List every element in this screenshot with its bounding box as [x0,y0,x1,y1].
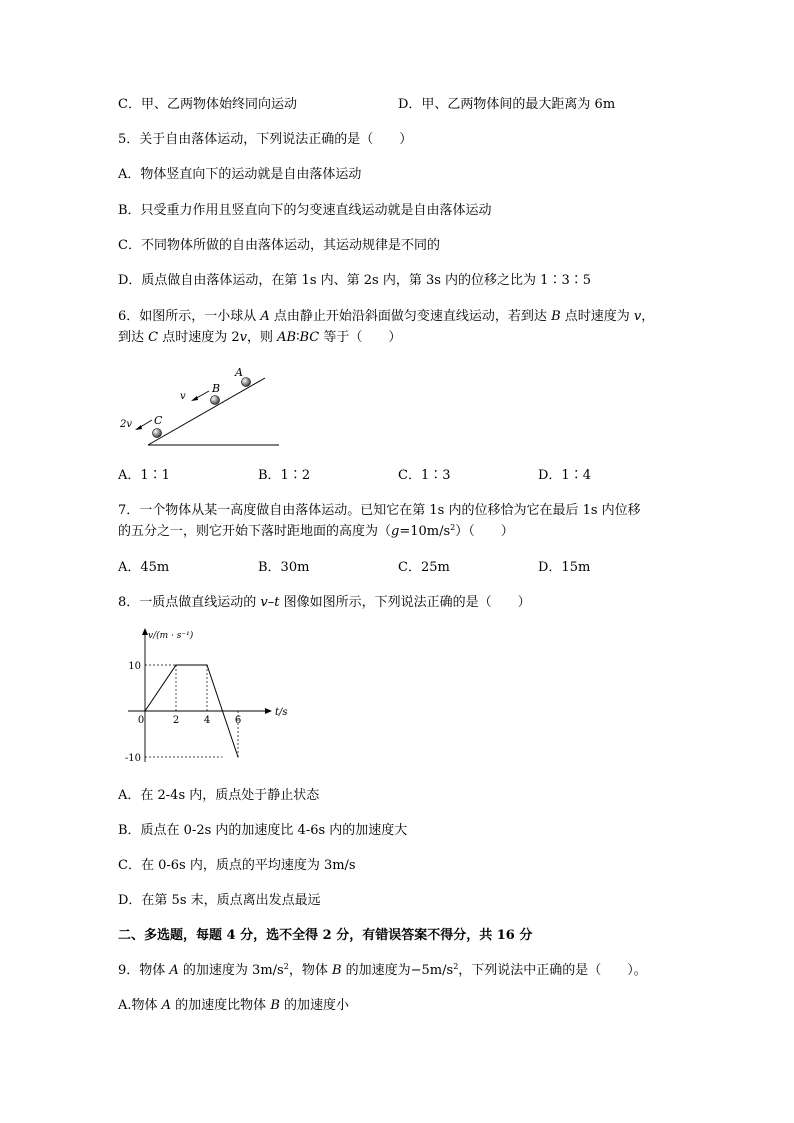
label-v: v [180,391,186,402]
q7-stem-line2: 的五分之一，则它开始下落时距地面的高度为$(g=10m/s^2)$（ ） [118,523,514,539]
incline-line [148,378,265,445]
q8-option-c: C．在 0-6s 内，质点的平均速度为 3m/s [118,858,356,873]
arrow-2v-head [135,425,142,430]
q6-option-a: A．1∶1 [118,468,170,483]
q5-option-d: D．质点做自由落体运动，在第 1s 内、第 2s 内，第 3s 内的位移之比为 1∶3∶5 [118,273,591,288]
q6-option-c: C．1∶3 [398,468,451,483]
y-tick-label: -10 [124,753,141,764]
label-a: A [235,366,243,379]
q6-option-d: D．1∶4 [538,468,591,483]
q8-stem: 8．一质点做直线运动的 v–t 图像如图所示，下列说法正确的是（ ） [118,595,531,610]
q6-stem-line2: 到达 C 点时速度为 2v，则 AB∶BC 等于（ ） [118,330,402,345]
x-tick-label: 0 [137,715,145,726]
q9-stem: 9．物体 A 的加速度为 $3m/s^2$，物体 B 的加速度为$-5m/s^2$，下列说法中正确的是（ ）。 [118,962,647,978]
y-tick-label: 10 [128,661,141,672]
ball-b [211,396,220,405]
incline-figure [118,362,288,452]
x-axis-label: t/s [275,707,288,718]
q7-option-b: B．30m [258,560,310,575]
q6-stem-line1: 6．如图所示，一小球从 A 点由静止开始沿斜面做匀变速直线运动，若到达 B 点时速度为 v， [118,309,655,324]
q5-option-a: A．物体竖直向下的运动就是自由落体运动 [118,167,362,182]
q7-stem-line1: 7．一个物体从某一高度做自由落体运动。已知它在第 1s 内的位移恰为它在最后 1s 内位移 [118,503,641,518]
arrow-v-head [191,396,198,401]
q4-option-d: D．甲、乙两物体间的最大距离为 6m [398,97,616,112]
data-point [222,710,223,711]
q8-option-d: D．在第 5s 末，质点离出发点最远 [118,893,321,908]
q8-option-a: A．在 2-4s 内，质点处于静止状态 [118,788,320,803]
data-point [175,664,176,665]
q8-option-b: B．质点在 0-2s 内的加速度比 4-6s 内的加速度大 [118,823,408,838]
ball-c [153,429,162,438]
q7-option-d: D．15m [538,560,591,575]
x-tick-label: 4 [203,715,211,726]
data-point [206,664,207,665]
q9-option-a: A.物体 A 的加速度比物体 B 的加速度小 [118,998,350,1013]
data-point [144,710,145,711]
y-axis-label: v/(m · s⁻¹) [148,631,194,641]
section2-heading: 二、多选题，每题 4 分，选不全得 2 分，有错误答案不得分，共 16 分 [118,928,533,943]
q6-option-b: B．1∶2 [258,468,311,483]
data-point [237,756,238,757]
label-2v: 2v [120,419,133,430]
q5-stem: 5．关于自由落体运动，下列说法正确的是（ ） [118,132,413,147]
q7-option-c: C．25m [398,560,450,575]
x-tick-label: 6 [234,715,242,726]
x-axis-arrow [265,708,272,714]
q7-option-a: A．45m [118,560,170,575]
q5-option-b: B．只受重力作用且竖直向下的匀变速直线运动就是自由落体运动 [118,203,492,218]
q4-option-c: C．甲、乙两物体始终同向运动 [118,97,297,112]
label-b: B [212,382,221,395]
label-c: C [154,414,163,427]
vt-graph [118,622,308,767]
x-tick-label: 2 [172,715,180,726]
q5-option-c: C．不同物体所做的自由落体运动，其运动规律是不同的 [118,238,440,253]
